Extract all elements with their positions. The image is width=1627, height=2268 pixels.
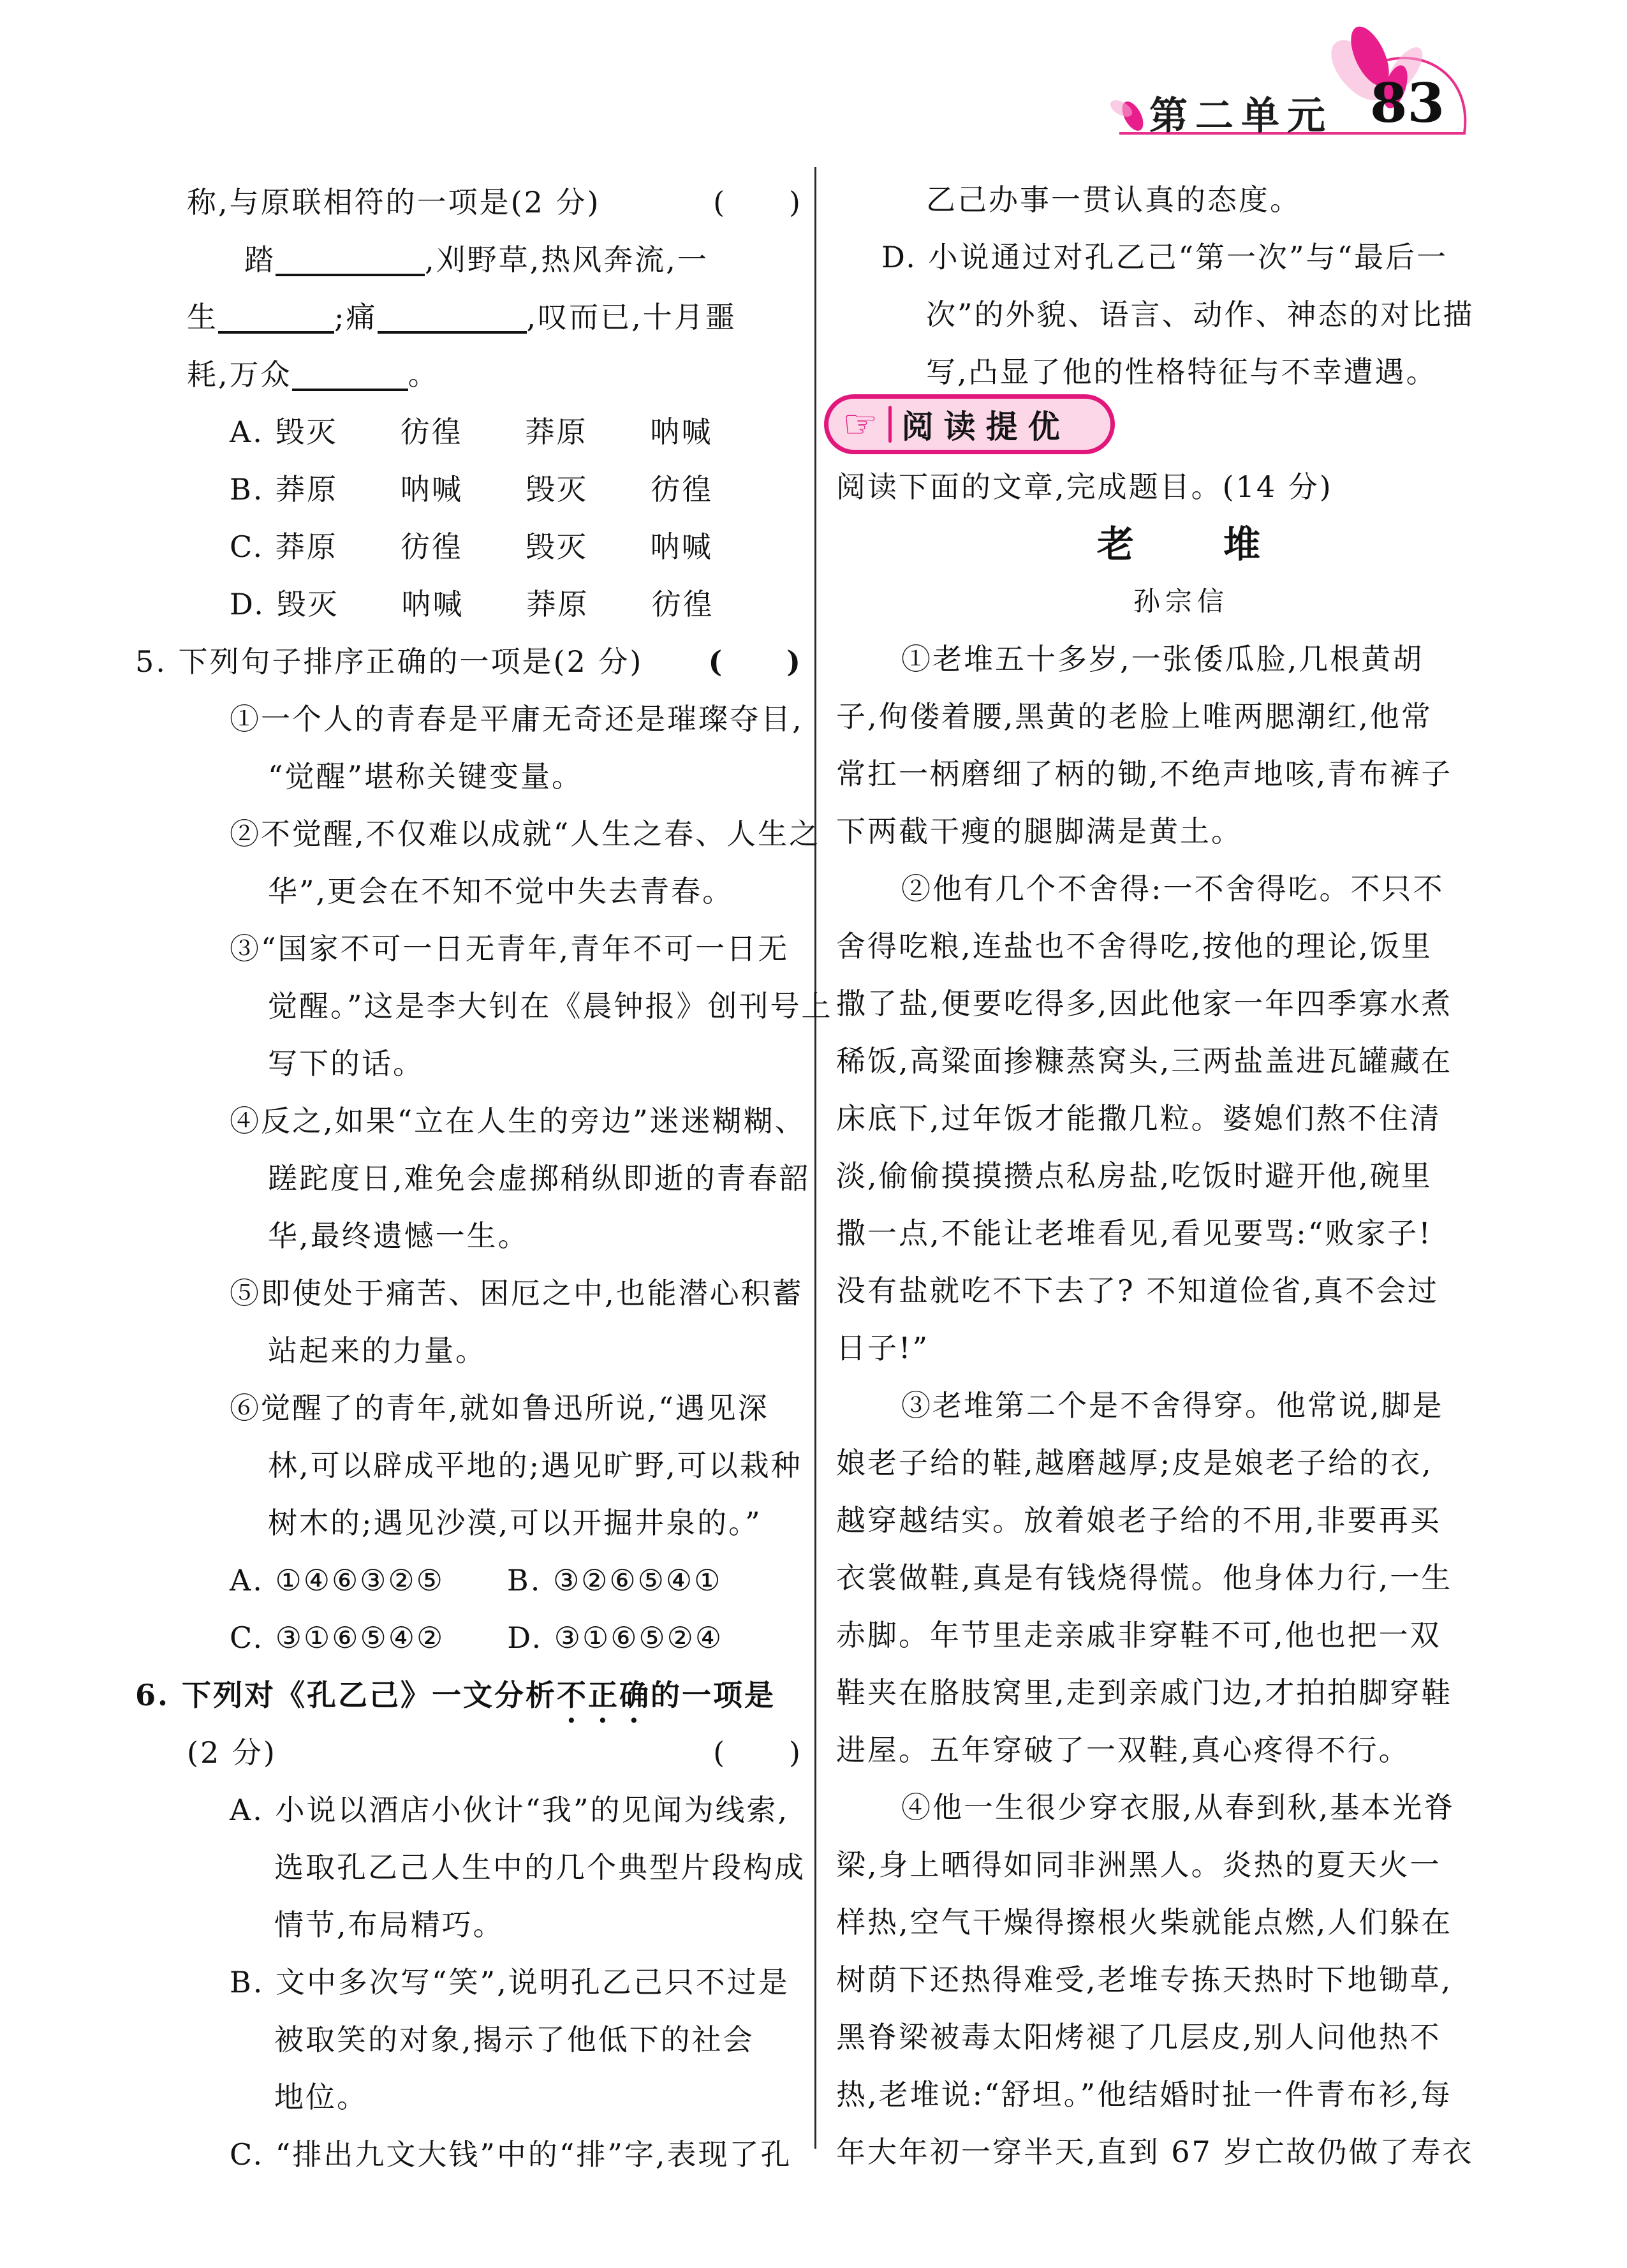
- option-line: A. ①④⑥③②⑤ B. ③②⑥⑤④①: [230, 1563, 723, 1597]
- list-item-line: ②不觉醒,不仅难以成就“人生之春、人生之: [230, 817, 821, 851]
- text-line: 子,佝偻着腰,黑黄的老脸上唯两腮潮红,他常: [836, 699, 1432, 734]
- text-line: 进屋。五年穿破了一双鞋,真心疼得不行。: [836, 1733, 1410, 1767]
- text-line: 撒一点,不能让老堆看见,看见要骂:“败家子!: [836, 1216, 1432, 1250]
- emphasized-text: 不正确: [557, 1678, 651, 1712]
- list-item-line: ①一个人的青春是平庸无奇还是璀璨夺目,: [230, 702, 804, 736]
- question-stem: 5. 下列句子排序正确的一项是(2 分) ( ): [135, 633, 802, 690]
- list-item-line: “觉醒”堪称关键变量。: [268, 759, 584, 794]
- list-item-line: 蹉跎度日,难免会虚掷稍纵即逝的青春韶: [268, 1161, 811, 1196]
- paragraph-line: ③老堆第二个是不舍得穿。他常说,脚是: [901, 1388, 1444, 1423]
- text-line: 耗,万众 。: [187, 357, 439, 392]
- text-line: 阅读下面的文章,完成题目。(14 分): [836, 470, 1333, 504]
- reading-improvement-badge: [824, 394, 1115, 454]
- list-item-line: ⑤即使处于痛苦、困厄之中,也能潜心积蓄: [230, 1276, 804, 1310]
- option-line: 情节,布局精巧。: [274, 1908, 504, 1942]
- text-line: 树荫下还热得难受,老堆专拣天热时下地锄草,: [836, 1962, 1453, 1997]
- answer-brackets: ( ): [708, 644, 802, 679]
- list-item-line: 写下的话。: [268, 1046, 424, 1081]
- badge-divider: [888, 406, 892, 443]
- badge-label: 阅读提优: [901, 408, 1070, 445]
- paragraph-line: ①老堆五十多岁,一张倭瓜脸,几根黄胡: [901, 642, 1424, 676]
- text-line: 鞋夹在胳肢窝里,走到亲戚门边,才拍拍脚穿鞋: [836, 1675, 1453, 1710]
- option-line: C. “排出九文大钱”中的“排”字,表现了孔: [230, 2137, 792, 2172]
- list-item-line: ⑥觉醒了的青年,就如鲁迅所说,“遇见深: [230, 1391, 769, 1425]
- fill-blank: [292, 381, 408, 391]
- passage-author: 孙宗信: [1133, 586, 1229, 617]
- text-line: 没有盐就吃不下去了? 不知道俭省,真不会过: [836, 1273, 1439, 1308]
- text-line: 样热,空气干燥得擦根火柴就能点燃,人们躲在: [836, 1905, 1453, 1939]
- text-line: 娘老子给的鞋,越磨越厚;皮是娘老子给的衣,: [836, 1446, 1433, 1480]
- text-line: 下两截干瘦的腿脚满是黄土。: [836, 814, 1242, 849]
- list-item-line: 华,最终遗憾一生。: [268, 1219, 529, 1253]
- text-line: 淡,偷偷摸摸攒点私房盐,吃饭时避开他,碗里: [836, 1159, 1432, 1193]
- unit-title: 第二单元: [1149, 94, 1333, 138]
- text-line: 舍得吃粮,连盐也不舍得吃,按他的理论,饭里: [836, 929, 1432, 963]
- text-line: 年大年初一穿半天,直到 67 岁亡故仍做了寿衣: [836, 2135, 1474, 2169]
- text-line: 常扛一柄磨细了柄的锄,不绝声地咳,青布裤子: [836, 757, 1453, 791]
- text-line: 撒了盐,便要吃得多,因此他家一年四季寡水煮: [836, 986, 1453, 1021]
- text-line: 热,老堆说:“舒坦。”他结婚时扯一件青布衫,每: [836, 2077, 1452, 2112]
- option-line: 被取笑的对象,揭示了他低下的社会: [274, 2022, 755, 2057]
- list-item-line: 觉醒。”这是李大钊在《晨钟报》创刊号上: [268, 989, 833, 1023]
- option-line: A. 毁灭 彷徨 莽原 呐喊: [230, 415, 713, 449]
- option-line: 次”的外貌、语言、动作、神态的对比描: [926, 297, 1475, 332]
- fill-blank: [378, 323, 527, 334]
- fill-blank: [276, 266, 425, 276]
- text-line: 踏 ,刈野草,热风奔流,一: [244, 242, 709, 277]
- text-line: (2 分) ( ): [135, 1724, 802, 1781]
- pointing-hand-icon: ☞: [843, 401, 878, 447]
- list-item-line: 华”,更会在不知不觉中失去青春。: [268, 874, 734, 908]
- option-line: C. ③①⑥⑤④② D. ③①⑥⑤②④: [230, 1620, 724, 1655]
- option-line: A. 小说以酒店小伙计“我”的见闻为线索,: [230, 1793, 790, 1827]
- text-line: 赤脚。年节里走亲戚非穿鞋不可,他也把一双: [836, 1618, 1441, 1652]
- list-item-line: ④反之,如果“立在人生的旁边”迷迷糊糊、: [230, 1104, 806, 1138]
- list-item-line: 树木的;遇见沙漠,可以开掘井泉的。”: [268, 1506, 762, 1540]
- text-line: 生 ;痛 ,叹而已,十月噩: [187, 300, 737, 334]
- right-column: [836, 171, 1526, 2181]
- option-line: 乙己办事一贯认真的态度。: [926, 182, 1301, 217]
- text-line: 日子!”: [836, 1331, 930, 1365]
- text-line: 床底下,过年饭才能撒几粒。婆媳们熬不住清: [836, 1101, 1441, 1136]
- text-line: 黑脊梁被毒太阳烤褪了几层皮,别人问他热不: [836, 2020, 1441, 2054]
- option-line: D. 毁灭 呐喊 莽原 彷徨: [230, 587, 714, 621]
- text-line: 稀饭,高粱面掺糠蒸窝头,三两盐盖进瓦罐藏在: [836, 1044, 1453, 1078]
- answer-brackets: ( ): [713, 1735, 802, 1770]
- question-stem: 6. 下列对《孔乙己》一文分析不正确的一项是: [135, 1678, 776, 1712]
- passage-title: 老 堆: [1096, 523, 1265, 566]
- text-line: 衣裳做鞋,真是有钱烧得慌。他身体力行,一生: [836, 1560, 1453, 1595]
- option-line: 选取孔乙己人生中的几个典型片段构成: [274, 1850, 806, 1885]
- option-line: 地位。: [274, 2080, 368, 2114]
- paragraph-line: ④他一生很少穿衣服,从春到秋,基本光脊: [901, 1790, 1455, 1825]
- page-number: 83: [1370, 71, 1445, 135]
- option-line: B. 文中多次写“笑”,说明孔乙己只不过是: [230, 1965, 790, 1999]
- list-item-line: ③“国家不可一日无青年,青年不可一日无: [230, 931, 790, 966]
- list-item-line: 站起来的力量。: [268, 1333, 487, 1368]
- column-divider: [814, 167, 816, 2149]
- text-line: 称,与原联相符的一项是(2 分) ( ): [135, 174, 802, 231]
- fill-blank: [218, 323, 334, 334]
- answer-brackets: ( ): [713, 185, 802, 219]
- text-line: 越穿越结实。放着娘老子给的不用,非要再买: [836, 1503, 1441, 1538]
- option-line: C. 莽原 彷徨 毁灭 呐喊: [230, 530, 713, 564]
- text-line: 梁,身上晒得如同非洲黑人。炎热的夏天火一: [836, 1848, 1441, 1882]
- option-line: B. 莽原 呐喊 毁灭 彷徨: [230, 472, 714, 507]
- left-column: [135, 174, 833, 2183]
- option-line: D. 小说通过对孔乙己“第一次”与“最后一: [881, 240, 1448, 274]
- paragraph-line: ②他有几个不舍得:一不舍得吃。不只不: [901, 871, 1445, 906]
- list-item-line: 林,可以辟成平地的;遇见旷野,可以栽种: [268, 1448, 802, 1483]
- option-line: 写,凸显了他的性格特征与不幸遭遇。: [926, 355, 1438, 389]
